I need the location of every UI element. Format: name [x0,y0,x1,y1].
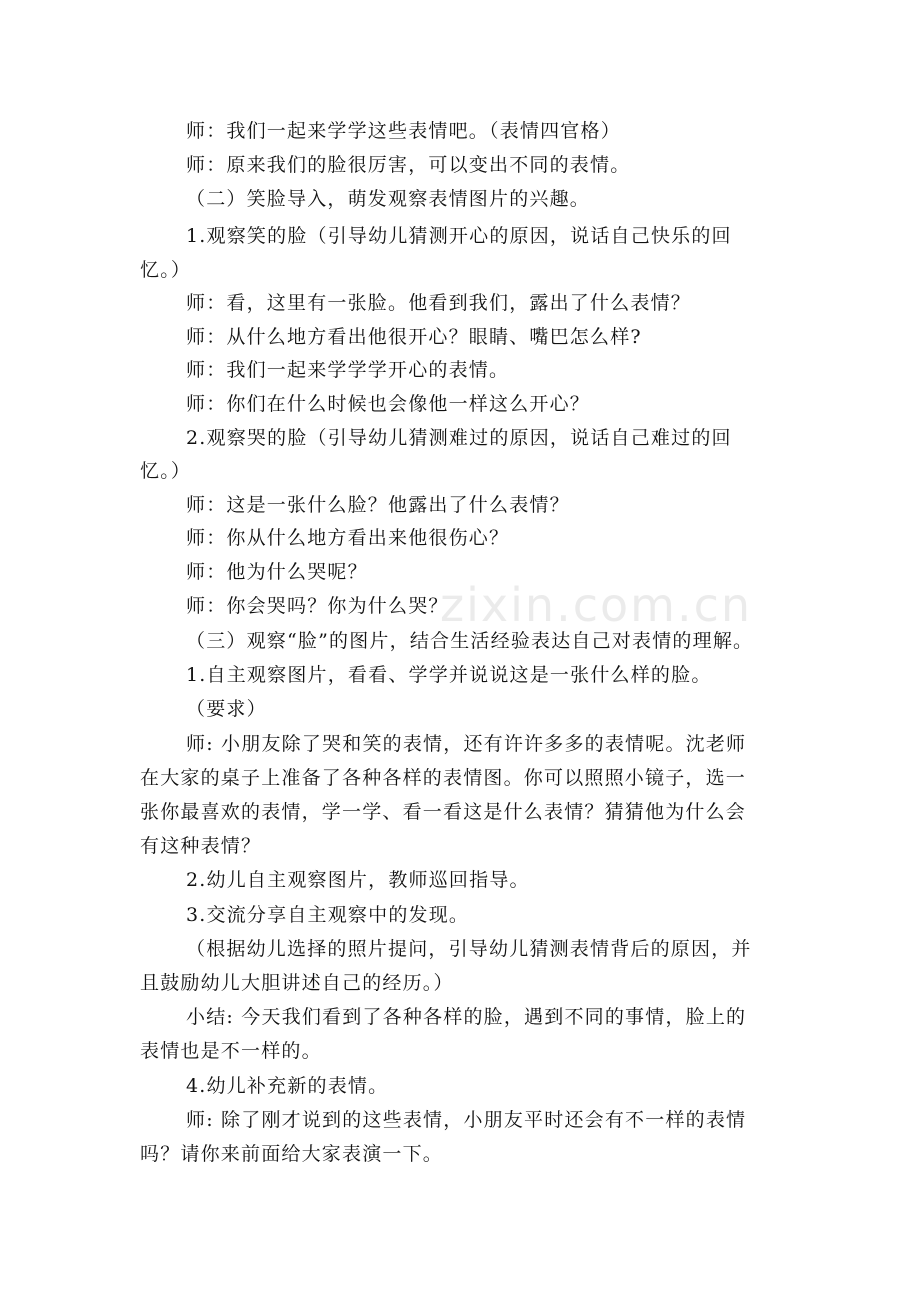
paragraph-line: 1.自主观察图片，看看、学学并说说这是一张什么样的脸。 [186,664,712,686]
paragraph-line: 有这种表情？ [140,835,262,857]
paragraph-line: 师: 小朋友除了哭和笑的表情，还有许许多多的表情呢。沈老师 [186,733,747,755]
paragraph-line: 师：从什么地方看出他很开心？眼睛、嘴巴怎么样? [186,326,642,348]
paragraph-line: 4.幼儿补充新的表情。 [186,1075,389,1097]
paragraph-line: 在大家的桌子上准备了各种各样的表情图。你可以照照小镜子，选一 [140,767,747,789]
paragraph-line: （要求） [186,698,267,720]
paragraph-line: 师：你们在什么时候也会像他一样这么开心？ [186,393,591,415]
paragraph-line: 师：你从什么地方看出来他很伤心？ [186,527,510,549]
paragraph-line: （根据幼儿选择的照片提问，引导幼儿猜测表情背后的原因，并 [186,938,752,960]
paragraph-line: 师：他为什么哭呢？ [186,561,368,583]
paragraph-line: 师: 除了刚才说到的这些表情，小朋友平时还会有不一样的表情 [186,1109,747,1131]
paragraph-line: 吗？请你来前面给大家表演一下。 [140,1143,444,1165]
summary-line: 小结: 今天我们看到了各种各样的脸，遇到不同的事情，脸上的 [186,1006,747,1028]
paragraph-line: 3.交流分享自主观察中的发现。 [186,904,470,926]
paragraph-line: 忆。） [140,460,192,482]
paragraph-line: 2.幼儿自主观察图片，教师巡回指导。 [186,869,530,891]
paragraph-line: 忆。） [140,259,192,281]
paragraph-line: 师：这是一张什么脸？他露出了什么表情？ [186,494,570,516]
paragraph-line: 师：看，这里有一张脸。他看到我们，露出了什么表情？ [186,292,692,314]
summary-line: 表情也是不一样的。 [140,1040,322,1062]
watermark: zixin.com.cn [440,578,753,632]
paragraph-line: 师：我们一起来学学学开心的表情。 [186,359,510,381]
section-heading: （二）笑脸导入，萌发观察表情图片的兴趣。 [186,188,591,210]
paragraph-line: 师：你会哭吗？你为什么哭？ [186,595,449,617]
paragraph-line: 1.观察笑的脸（引导幼儿猜测开心的原因，说话自己快乐的回 [186,225,732,247]
paragraph-line: 2.观察哭的脸（引导幼儿猜测难过的原因，说话自己难过的回 [186,427,732,449]
paragraph-line: 且鼓励幼儿大胆讲述自己的经历。） [140,972,454,994]
paragraph-line: 张你最喜欢的表情，学一学、看一看这是什么表情？猜猜他为什么会 [140,801,747,823]
section-heading: （三）观察“脸”的图片，结合生活经验表达自己对表情的理解。 [186,630,754,652]
paragraph-line: 师：原来我们的脸很厉害，可以变出不同的表情。 [186,154,631,176]
paragraph-line: 师：我们一起来学学这些表情吧。（表情四官格） [186,120,621,142]
